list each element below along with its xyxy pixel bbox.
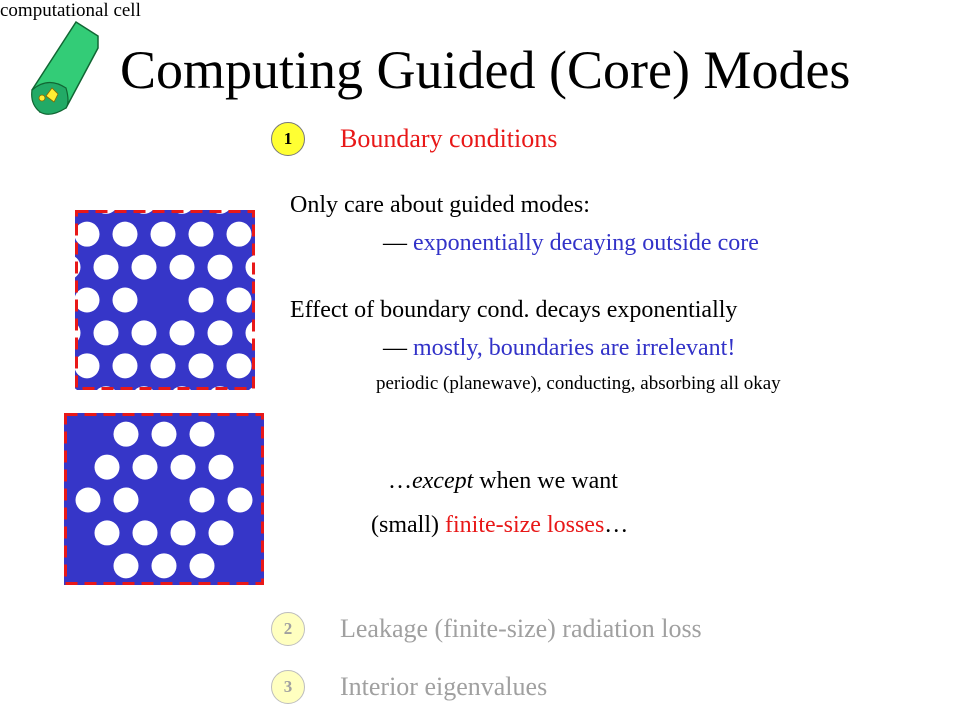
guided-modes-statement: Only care about guided modes:: [290, 192, 590, 218]
air-hole: [190, 488, 215, 513]
air-hole: [113, 288, 138, 313]
air-hole: [151, 222, 176, 247]
air-hole: [227, 222, 252, 247]
air-hole: [132, 255, 157, 280]
air-hole: [227, 353, 252, 378]
air-hole: [170, 320, 195, 345]
air-hole: [209, 455, 234, 480]
air-hole: [152, 422, 177, 447]
air-hole: [114, 422, 139, 447]
computational-cell-label: computational cell: [0, 0, 141, 21]
air-hole: [227, 288, 252, 313]
air-hole: [190, 553, 215, 578]
computational-cell-finite-cluster: [64, 413, 264, 590]
ellipsis: …: [388, 468, 412, 494]
small-prefix: (small): [371, 512, 445, 538]
air-hole: [133, 455, 158, 480]
boundary-effect-detail: [383, 333, 735, 363]
air-hole: [190, 422, 215, 447]
step-2-label: Leakage (finite-size) radiation loss: [340, 614, 702, 643]
air-hole: [133, 520, 158, 545]
air-hole: [208, 255, 233, 280]
air-hole: [171, 520, 196, 545]
air-hole: [189, 222, 214, 247]
air-hole: [76, 488, 101, 513]
finite-size-losses-text: finite-size losses: [444, 512, 605, 538]
air-hole: [114, 488, 139, 513]
air-hole: [95, 520, 120, 545]
em-dash: —: [383, 230, 407, 256]
air-hole: [94, 255, 119, 280]
exception-line-2: [371, 510, 628, 540]
air-hole: [189, 353, 214, 378]
computational-cell-periodic: [75, 210, 255, 395]
exception-rest: when we want: [473, 468, 618, 494]
air-hole: [114, 553, 139, 578]
em-dash: —: [383, 335, 407, 361]
air-hole: [132, 320, 157, 345]
guided-modes-detail: [383, 228, 759, 258]
air-hole: [113, 353, 138, 378]
decaying-text: exponentially decaying outside core: [413, 230, 759, 256]
step-1-badge: 1: [271, 122, 305, 156]
step-1-label: Boundary conditions: [340, 124, 558, 153]
fiber-logo-icon: [26, 18, 106, 123]
step-3-badge: 3: [271, 670, 305, 704]
air-hole: [95, 455, 120, 480]
exception-line-1: [388, 466, 618, 496]
air-hole: [75, 353, 100, 378]
boundary-effect-statement: Effect of boundary cond. decays exponentially: [290, 297, 738, 323]
air-hole: [151, 353, 176, 378]
air-hole: [75, 288, 100, 313]
air-hole: [170, 255, 195, 280]
boundary-types-note: periodic (planewave), conducting, absorbing all okay: [376, 373, 781, 394]
air-hole: [152, 553, 177, 578]
page-title: Computing Guided (Core) Modes: [120, 40, 851, 100]
step-3-label: Interior eigenvalues: [340, 672, 548, 701]
air-hole: [171, 455, 196, 480]
air-hole: [228, 488, 253, 513]
except-italic: except: [412, 468, 474, 494]
irrelevant-text: mostly, boundaries are irrelevant!: [413, 335, 736, 361]
air-hole: [209, 520, 234, 545]
air-hole: [75, 222, 100, 247]
air-hole: [94, 320, 119, 345]
step-2-badge: 2: [271, 612, 305, 646]
ellipsis-end: …: [604, 512, 629, 538]
air-hole: [208, 320, 233, 345]
air-hole: [189, 288, 214, 313]
air-hole: [113, 222, 138, 247]
